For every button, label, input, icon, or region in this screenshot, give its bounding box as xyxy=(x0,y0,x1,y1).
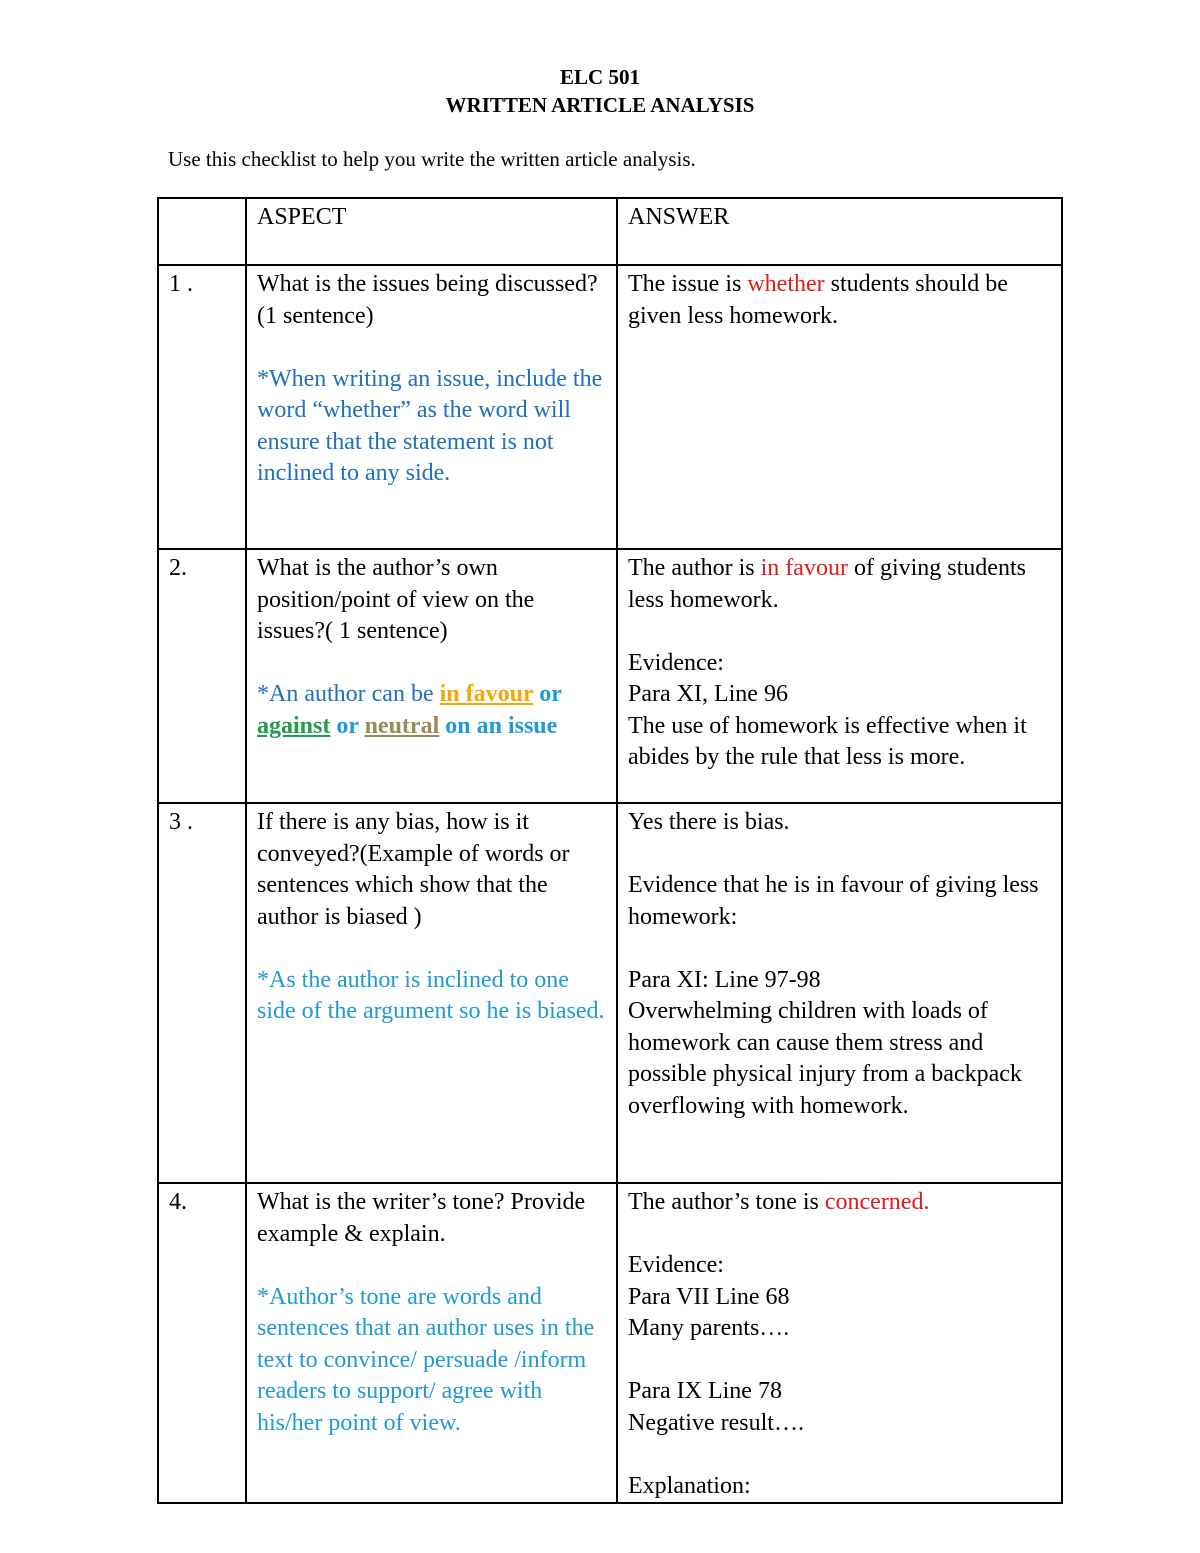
table-header-row xyxy=(158,198,1062,265)
evidence-text: Many parents…. xyxy=(628,1315,790,1341)
evidence-label: Evidence: xyxy=(628,1252,724,1278)
question-text: What is the writer’s tone? Provide example & explain. xyxy=(257,1189,586,1247)
evidence-reference: Para IX Line 78 xyxy=(628,1378,782,1404)
aspect-cell xyxy=(246,265,617,549)
answer-cell xyxy=(617,1183,1062,1503)
table-row xyxy=(158,549,1062,803)
table-row xyxy=(158,265,1062,549)
document-title: WRITTEN ARTICLE ANALYSIS xyxy=(445,93,755,117)
course-code: ELC 501 xyxy=(560,65,640,89)
header-aspect: ASPECT xyxy=(246,198,617,265)
answer-text: The author is in favour of giving students less homework. xyxy=(628,555,1026,613)
aspect-cell xyxy=(246,1183,617,1503)
row-number: 2. xyxy=(158,549,246,803)
table-row xyxy=(158,1183,1062,1503)
question-text: If there is any bias, how is it conveyed?(Example of words or sentences which show that the author is biased ) xyxy=(257,809,570,930)
aspect-cell xyxy=(246,803,617,1183)
answer-text-end: students should be given less homework. xyxy=(628,271,1008,329)
question-text: What is the author’s own position/point of view on the issues?( 1 sentence) xyxy=(257,555,535,644)
aspect-cell xyxy=(246,549,617,803)
header-answer: ANSWER xyxy=(617,198,1062,265)
evidence-label: Evidence: xyxy=(628,649,724,676)
intro-text: Use this checklist to help you write the written article analysis. xyxy=(168,147,696,171)
tip-text: *As the author is inclined to one side of the argument so he is biased. xyxy=(257,966,605,1024)
answer-text: The author’s tone is concerned. xyxy=(628,1189,930,1215)
answer-text: Yes there is bias. xyxy=(628,809,790,835)
answer-cell xyxy=(617,265,1062,549)
row-number: 1 . xyxy=(158,265,246,549)
row-number: 4. xyxy=(158,1183,246,1503)
evidence-reference: Para VII Line 68 xyxy=(628,1283,790,1310)
tip-text: *When writing an issue, include the word “whether” as the word will ensure that the statement is not inclined to any side. xyxy=(257,365,603,486)
answer-text: The issue is xyxy=(628,271,748,297)
evidence-text: Overwhelming children with loads of homework can cause them stress and possible physical injury from a backpack overflowing with homework. xyxy=(628,998,1022,1119)
explanation-label: Explanation: xyxy=(628,1472,751,1499)
answer-keyword: in favour xyxy=(760,555,848,581)
checklist-table xyxy=(157,197,1063,1504)
answer-keyword: concerned. xyxy=(824,1189,930,1215)
answer-cell xyxy=(617,549,1062,803)
neutral-highlight: neutral xyxy=(364,712,440,739)
answer-evidence-intro: Evidence that he is in favour of giving less homework: xyxy=(628,872,1039,930)
answer-keyword: whether xyxy=(747,271,825,297)
row-number: 3 . xyxy=(158,803,246,1183)
question-text: What is the issues being discussed? (1 sentence) xyxy=(257,271,598,329)
answer-cell xyxy=(617,803,1062,1183)
evidence-reference: Para XI, Line 96 xyxy=(628,681,788,707)
evidence-text: Negative result…. xyxy=(628,1409,804,1436)
evidence-text: The use of homework is effective when it abides by the rule that less is more. xyxy=(628,712,1027,770)
against-highlight: against xyxy=(257,712,331,739)
evidence-reference: Para XI: Line 97-98 xyxy=(628,966,821,993)
table-row xyxy=(158,803,1062,1183)
tip-text: *An author can be in favour or against or neutral on an issue xyxy=(257,681,562,739)
favour-highlight: in favour xyxy=(439,681,534,707)
header-empty-cell xyxy=(158,198,246,265)
tip-text: *Author’s tone are words and sentences that an author uses in the text to convince/ persuade /inform readers to support/ agree with his/her point of view. xyxy=(257,1283,595,1436)
